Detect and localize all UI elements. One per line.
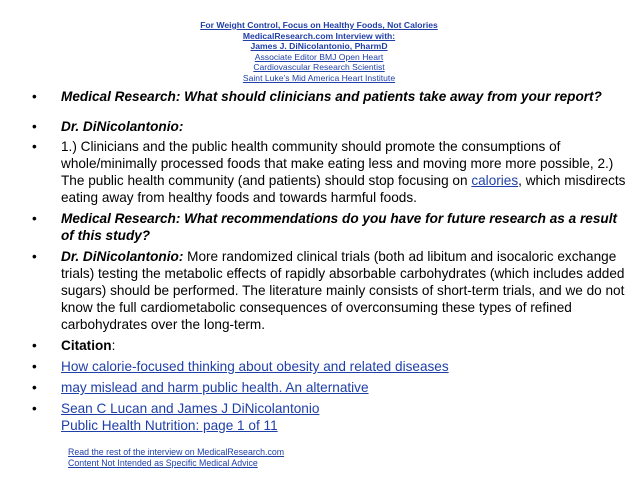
list-item xyxy=(30,400,630,434)
list-item xyxy=(30,358,630,375)
bullet-list xyxy=(30,88,630,434)
citation-label: Citation xyxy=(61,338,112,353)
interview-link[interactable]: MedicalResearch.com Interview with: xyxy=(242,30,396,41)
bullet-marker: • xyxy=(32,139,37,154)
speaker-1: Dr. DiNicolantonio: xyxy=(61,119,184,134)
interviewee-name-link[interactable]: James J. DiNicolantonio, PharmD xyxy=(250,41,388,51)
answer-1-text: 1.) Clinicians and the public health community should promote the consumptions of whole/minimally processed foods that make eating less and moving more more possible, 2.) The public health community (and patients) should stop focusing on xyxy=(61,139,614,188)
list-item xyxy=(30,138,630,206)
list-item xyxy=(30,248,630,333)
bullet-marker: • xyxy=(32,338,37,353)
bullet-marker: • xyxy=(32,89,37,104)
role-scientist-link[interactable]: Cardiovascular Research Scientist xyxy=(253,62,385,72)
speaker-2: Dr. DiNicolantonio: xyxy=(61,249,184,264)
header xyxy=(0,20,638,83)
list-item xyxy=(30,88,630,105)
calories-link[interactable]: calories xyxy=(471,173,519,188)
bullet-marker: • xyxy=(32,401,37,416)
bullet-marker: • xyxy=(32,211,37,226)
citation-link-line-2[interactable]: may mislead and harm public health. An alternative xyxy=(61,380,369,395)
list-item xyxy=(30,210,630,244)
citation-authors-link[interactable]: Sean C Lucan and James J DiNicolantonio xyxy=(61,401,320,416)
question-2: Medical Research: What recommendations do you have for future research as a result of this study? xyxy=(61,211,618,243)
read-more-link[interactable]: Read the rest of the interview on MedicalResearch.com xyxy=(68,447,285,457)
answer-2-text: More randomized clinical trials (both ad libitum and isocaloric exchange trials) testing the metabolic effects of rapidly absorbable carbohydrates (which includes added sugars) should be performed. The literature mainly consists of short-term trials, and we do not know the full cardiometabolic consequences of overconsuming these types of refined carbohydrates over the long-term. xyxy=(61,249,625,332)
question-1: Medical Research: What should clinicians and patients take away from your report? xyxy=(61,89,602,104)
citation-link-line-1[interactable]: How calorie-focused thinking about obesity and related diseases xyxy=(61,359,449,374)
citation-journal-link[interactable]: Public Health Nutrition: page 1 of 11 xyxy=(61,418,278,433)
institute-link[interactable]: Saint Luke’s Mid America Heart Institute xyxy=(242,72,396,83)
bullet-marker: • xyxy=(32,380,37,395)
bullet-marker: • xyxy=(32,359,37,374)
citation-colon: : xyxy=(111,338,116,353)
list-item xyxy=(30,118,630,135)
role-editor-link[interactable]: Associate Editor BMJ Open Heart xyxy=(254,51,384,62)
bullet-marker: • xyxy=(32,249,37,264)
article-title-link[interactable]: For Weight Control, Focus on Healthy Foods, Not Calories xyxy=(200,20,438,30)
bullet-marker: • xyxy=(32,119,37,134)
answer-1-text-end: , which misdirects eating away from healthy foods and towards harmful foods. xyxy=(61,173,626,205)
list-item xyxy=(30,337,630,354)
disclaimer-link[interactable]: Content Not Intended as Specific Medical Advice xyxy=(68,458,258,468)
footer xyxy=(68,447,284,469)
list-item xyxy=(30,379,630,396)
